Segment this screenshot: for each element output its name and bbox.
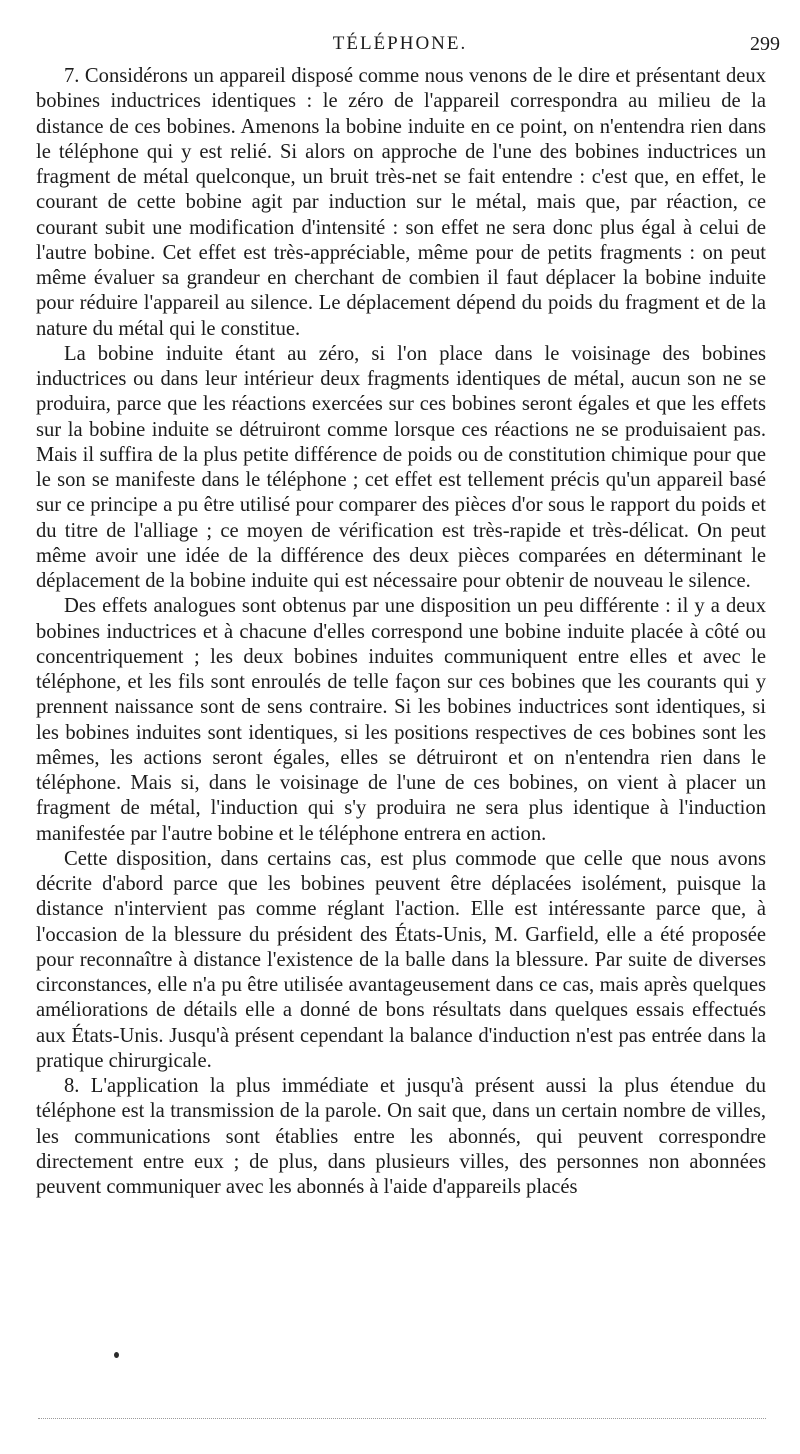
paragraph-bobine-induite: La bobine induite étant au zéro, si l'on place dans le voisinage des bobines inductrices ou dans leur intérieur deux fragments identiques de métal, aucun son ne se produira, parce que les réactions exercées sur ces bobines seront égales et que les effets sur la bobine induite se détruiront comme lorsque ces réactions ne se produisaient pas. Mais il suffira de la plus petite différence de poids ou de constitution chimique pour que le son se manifeste dans le téléphone ; cet effet est tellement précis qu'un appareil basé sur ce principe a pu être utilisé pour comparer des pièces d'or sous le rapport du poids et du titre de l'alliage ; ce moyen de vérification est très-rapide et très-délicat. On peut même avoir une idée de la différence des deux pièces comparées en déterminant le déplacement de la bobine induite qui est nécessaire pour obtenir de nouveau le silence. xyxy=(36,342,766,592)
paragraph-section-7: 7. Considérons un appareil disposé comme nous venons de le dire et présentant deux bobines inductrices identiques : le zéro de l'appareil correspondra au milieu de la distance de ces bobines. Amenons la bobine induite en ce point, on n'entendra rien dans le téléphone qui y est relié. Si alors on approche de l'une des bobines inductrices un fragment de métal quelconque, un bruit très-net se fait entendre : c'est que, en effet, le courant de cette bobine agit par induction sur le métal, mais que, par réaction, ce courant subit une modification d'intensité : son effet ne sera donc plus égal à celui de l'autre bobine. Cet effet est très-appréciable, même pour de petits fragments : on peut même évaluer sa grandeur en cherchant de combien il faut déplacer la bobine induite pour réduire l'appareil au silence. Le déplacement dépend du poids du fragment et de la nature du métal qui le constitue. xyxy=(36,65,766,340)
paragraph-section-8: 8. L'application la plus immédiate et jusqu'à présent aussi la plus étendue du téléphone est la transmission de la parole. On sait que, dans un certain nombre de villes, les communications sont établies entre les abonnés, qui peuvent correspondre directement entre eux ; de plus, dans plusieurs villes, des personnes non abonnées peuvent communiquer avec les abonnés à l'aide d'appareils placés xyxy=(36,1075,766,1198)
page-number: 299 xyxy=(750,33,780,55)
body-text xyxy=(36,64,766,1200)
paragraph-cette-disposition: Cette disposition, dans certains cas, est plus commode que celle que nous avons décrite d'abord parce que les bobines peuvent être déplacées isolément, puisque la distance n'intervient pas comme réglant l'action. Elle est intéressante parce que, à l'occasion de la blessure du président des États-Unis, M. Garfield, elle a été proposée pour reconnaître à distance l'existence de la balle dans la blessure. Par suite de diverses circonstances, elle n'a pu être utilisée avantageusement dans ce cas, mais après quelques améliorations de détails elle a donné de bons résultats dans quelques essais effectués aux États-Unis. Jusqu'à présent cependant la balance d'induction n'est pas entrée dans la pratique chirurgicale. xyxy=(36,847,766,1072)
page-header xyxy=(0,30,800,58)
ink-speck xyxy=(114,1352,119,1358)
running-title: TÉLÉPHONE. xyxy=(332,33,468,54)
footer-dotted-rule xyxy=(38,1418,766,1419)
paragraph-effets-analogues: Des effets analogues sont obtenus par une disposition un peu différente : il y a deux bobines inductrices et à chacune d'elles correspond une bobine induite placée à côté ou concentriquement ; les deux bobines induites communiquent entre elles et avec le téléphone, et les fils sont enroulés de telle façon sur ces bobines que les courants qui y prennent naissance sont de sens contraire. Si les bobines inductrices sont identiques, si les bobines induites sont identiques, si les positions respectives de ces bobines sont les mêmes, les actions seront égales, elles se détruiront et on n'entendra rien dans le téléphone. Mais si, dans le voisinage de l'une de ces bobines, on vient à placer un fragment de métal, l'induction qui s'y produira ne sera plus identique à l'induction manifestée par l'autre bobine et le téléphone entrera en action. xyxy=(36,595,766,845)
